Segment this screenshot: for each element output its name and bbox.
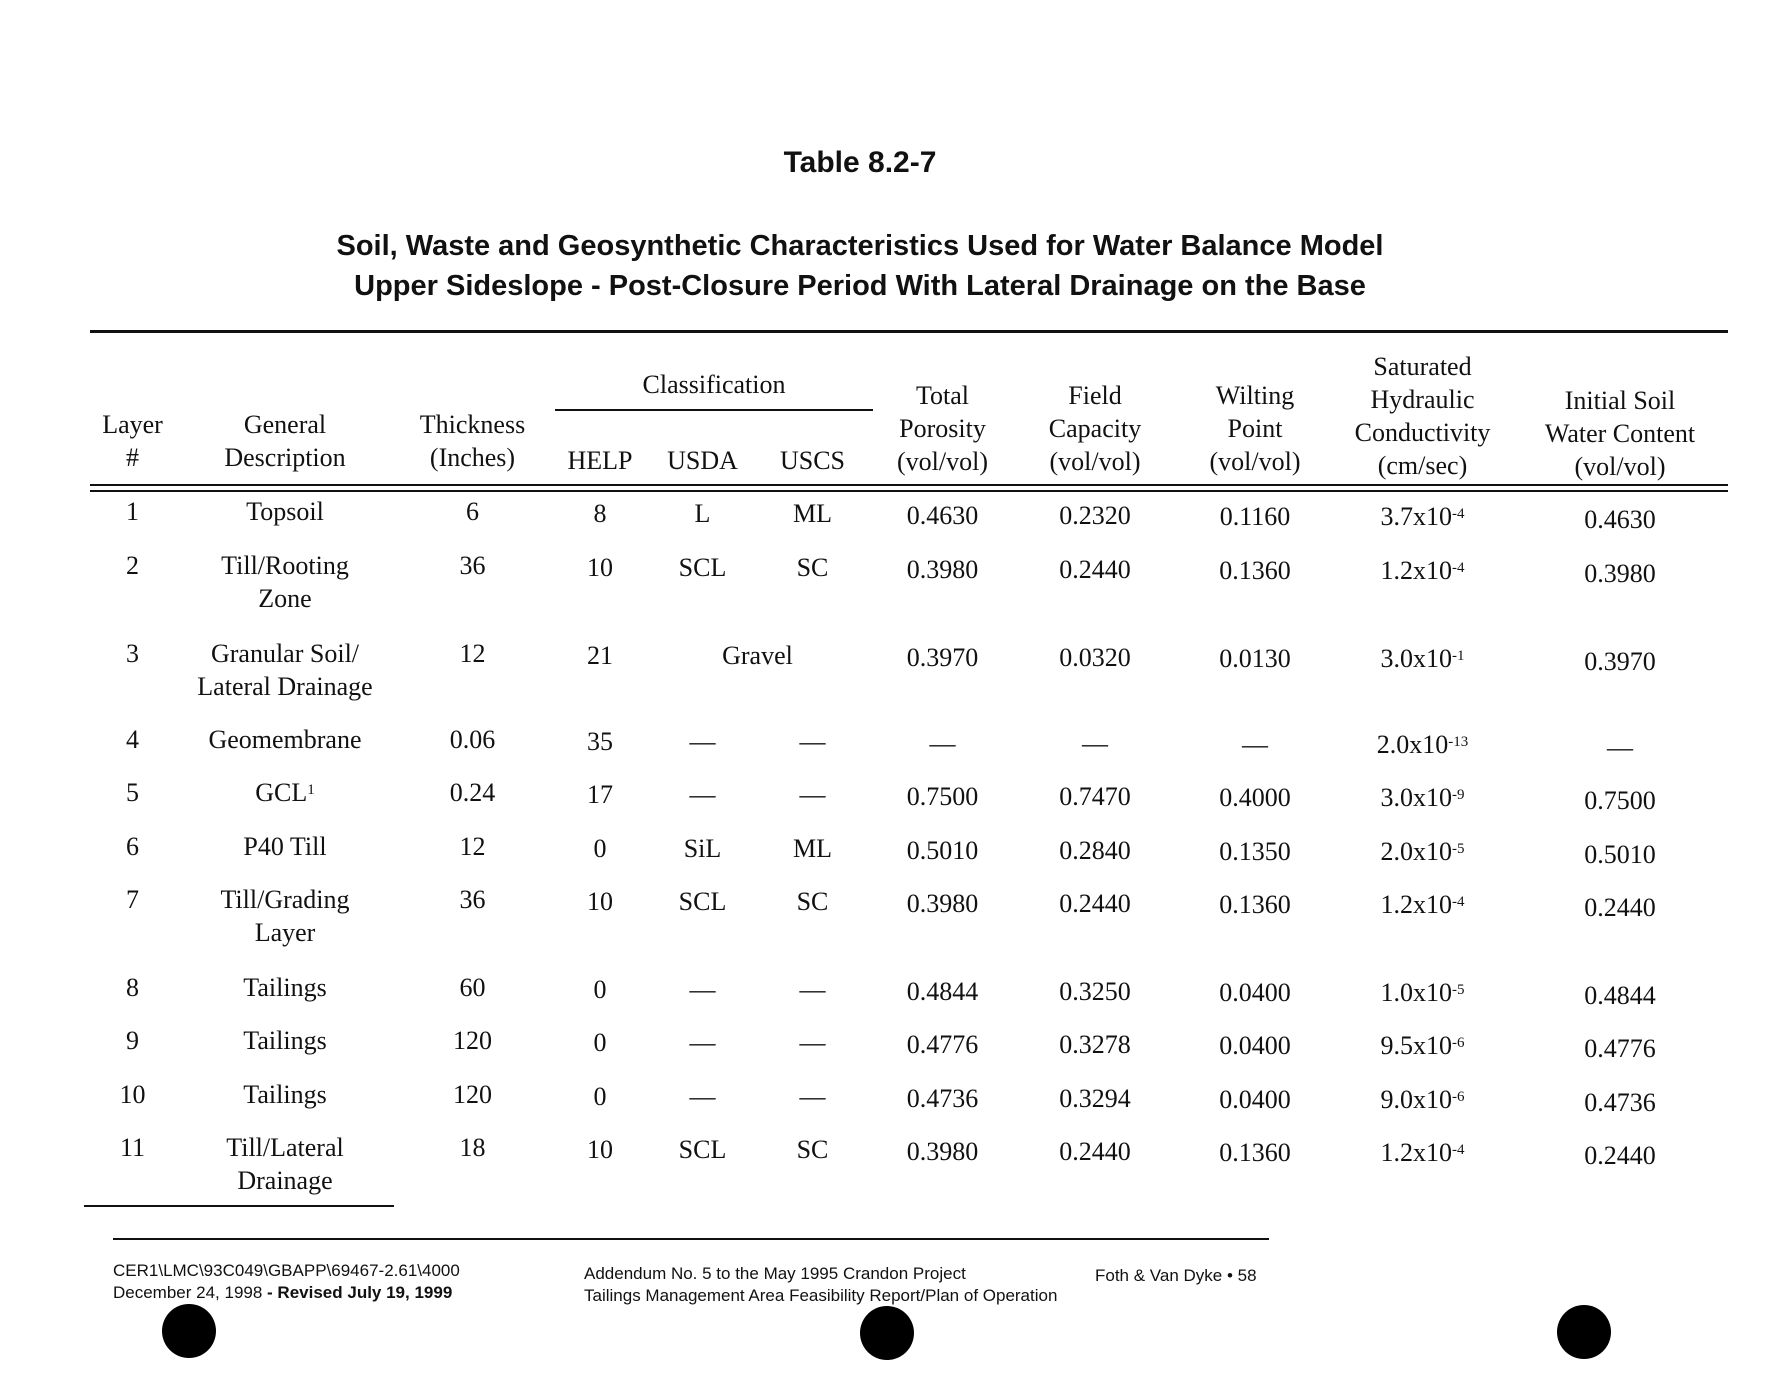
- conductivity-exponent: -5: [1452, 982, 1465, 998]
- layer-number: 10: [119, 1080, 146, 1109]
- header-thickness-line2: (Inches): [429, 443, 516, 472]
- field-capacity-value: 0.2840: [1059, 836, 1131, 865]
- layer-number: 7: [126, 885, 139, 914]
- description-text: Tailings: [243, 973, 327, 1002]
- layer-number: 8: [126, 973, 139, 1002]
- initial-water-content-value: 0.4630: [1584, 505, 1656, 534]
- usda-value: L: [694, 499, 711, 528]
- table-title: Table 8.2-7: [783, 146, 937, 179]
- header-field-line2: Capacity: [1048, 414, 1142, 443]
- description-text: Granular Soil/: [210, 639, 360, 668]
- conductivity-base: 3.0x10: [1380, 644, 1452, 673]
- description-text: Topsoil: [246, 497, 324, 526]
- thickness-value: 120: [453, 1026, 492, 1055]
- footer-revised: - Revised July 19, 1999: [262, 1283, 453, 1302]
- conductivity-base: 3.0x10: [1380, 783, 1452, 812]
- conductivity-exponent: -5: [1452, 841, 1465, 857]
- conductivity-base: 2.0x10: [1380, 837, 1452, 866]
- header-ksat-line3: Conductivity: [1354, 418, 1491, 447]
- total-porosity-value: 0.5010: [906, 836, 979, 865]
- header-wilting-line3: (vol/vol): [1209, 447, 1301, 476]
- header-ksat-line1: Saturated: [1373, 352, 1472, 381]
- footer-right: Foth & Van Dyke • 58: [1095, 1266, 1257, 1285]
- field-capacity-value: 0.2320: [1059, 501, 1131, 530]
- header-double-rule-top: [90, 484, 1728, 486]
- top-rule: [90, 330, 1728, 333]
- field-capacity-value: 0.3294: [1059, 1084, 1131, 1113]
- header-porosity-line2: Porosity: [899, 414, 986, 443]
- description-line1: [185, 883, 385, 916]
- uscs-value: —: [799, 975, 826, 1004]
- layer-number: 1: [126, 497, 139, 526]
- thickness-value: 0.06: [449, 725, 496, 754]
- conductivity-base: 1.0x10: [1380, 978, 1452, 1007]
- help-value: 0: [593, 834, 607, 863]
- layer-number: 4: [126, 725, 139, 754]
- wilting-point-value: 0.0400: [1219, 1031, 1291, 1060]
- usda-value: SCL: [678, 1135, 727, 1164]
- general-description: [185, 495, 385, 528]
- field-capacity-value: 0.2440: [1059, 1137, 1131, 1166]
- general-description: [185, 1131, 385, 1197]
- layer-number: 6: [126, 832, 139, 861]
- conductivity-exponent: -4: [1452, 1142, 1465, 1158]
- header-help: HELP: [567, 446, 633, 475]
- wilting-point-value: 0.0400: [1219, 1085, 1291, 1114]
- thickness-value: 120: [453, 1080, 492, 1109]
- description-text: Tailings: [243, 1026, 327, 1055]
- conductivity-base: 9.0x10: [1380, 1085, 1452, 1114]
- wilting-point-value: 0.0400: [1219, 978, 1291, 1007]
- conductivity-base: 3.7x10: [1380, 502, 1452, 531]
- total-porosity-value: 0.4736: [906, 1084, 979, 1113]
- help-value: 35: [587, 727, 613, 756]
- initial-water-content-value: 0.3970: [1584, 647, 1656, 676]
- header-initial-line1: Initial Soil: [1564, 386, 1676, 415]
- description-text: Geomembrane: [208, 725, 362, 754]
- help-value: 21: [587, 641, 613, 670]
- hydraulic-conductivity-value: [1330, 1136, 1515, 1169]
- thickness-value: 36: [459, 885, 486, 914]
- field-capacity-value: 0.3278: [1059, 1030, 1131, 1059]
- binder-hole-center: [860, 1306, 914, 1360]
- description-line1: [185, 1024, 385, 1057]
- header-wilting-line1: Wilting: [1215, 381, 1295, 410]
- total-porosity-value: 0.3980: [906, 555, 979, 584]
- initial-water-content-value: 0.2440: [1584, 1141, 1656, 1170]
- subtitle-line-2: Upper Sideslope - Post-Closure Period With Lateral Drainage on the Base: [354, 270, 1366, 302]
- footer-date: December 24, 1998: [113, 1283, 263, 1302]
- header-total-porosity: [875, 379, 1010, 478]
- description-line2: Zone: [258, 584, 312, 613]
- wilting-point-value: —: [1242, 730, 1268, 759]
- field-capacity-value: 0.0320: [1059, 643, 1131, 672]
- help-value: 10: [587, 1135, 613, 1164]
- total-porosity-value: 0.4844: [906, 977, 979, 1006]
- header-field-line1: Field: [1068, 381, 1122, 410]
- header-description: [185, 408, 385, 474]
- uscs-value: —: [799, 1028, 826, 1057]
- layer-number: 3: [126, 639, 139, 668]
- hydraulic-conductivity-value: [1330, 1029, 1515, 1062]
- conductivity-exponent: -6: [1452, 1035, 1465, 1051]
- usda-value: —: [689, 1028, 716, 1057]
- wilting-point-value: 0.0130: [1219, 644, 1291, 673]
- initial-water-content-value: 0.4844: [1584, 981, 1656, 1010]
- conductivity-exponent: -1: [1452, 648, 1465, 664]
- help-value: 0: [593, 1028, 607, 1057]
- usda-uscs-merged-value: Gravel: [722, 641, 793, 670]
- layer-number: 9: [126, 1026, 139, 1055]
- usda-value: —: [689, 780, 716, 809]
- footer-left: [113, 1260, 460, 1304]
- uscs-value: ML: [793, 499, 832, 528]
- description-line1: [185, 637, 385, 670]
- description-line1: [185, 723, 385, 756]
- uscs-value: SC: [796, 553, 829, 582]
- footer-date-line: [113, 1282, 460, 1304]
- wilting-point-value: 0.1360: [1219, 1138, 1291, 1167]
- conductivity-exponent: -13: [1448, 734, 1469, 750]
- thickness-value: 18: [459, 1133, 486, 1162]
- description-line2: Drainage: [237, 1166, 333, 1195]
- wilting-point-value: 0.4000: [1219, 783, 1291, 812]
- description-text: Tailings: [243, 1080, 327, 1109]
- header-wilting-line2: Point: [1227, 414, 1283, 443]
- uscs-value: SC: [796, 1135, 829, 1164]
- conductivity-exponent: -4: [1452, 506, 1465, 522]
- field-capacity-value: 0.2440: [1059, 555, 1131, 584]
- thickness-value: 36: [459, 551, 486, 580]
- help-value: 17: [587, 780, 613, 809]
- thickness-value: 0.24: [449, 778, 496, 807]
- initial-water-content-value: 0.5010: [1584, 840, 1656, 869]
- header-usda: USDA: [667, 446, 738, 475]
- description-text: Till/Rooting: [221, 551, 349, 580]
- initial-water-content-value: 0.2440: [1584, 893, 1656, 922]
- description-line1: [185, 776, 385, 809]
- conductivity-exponent: -4: [1452, 560, 1465, 576]
- usda-value: SiL: [683, 834, 722, 863]
- header-wilting-point: [1185, 379, 1325, 478]
- initial-water-content-value: 0.4776: [1584, 1034, 1656, 1063]
- footer-file-path: CER1\LMC\93C049\GBAPP\69467-2.61\4000: [113, 1261, 460, 1280]
- general-description: [185, 830, 385, 863]
- header-field-line3: (vol/vol): [1049, 447, 1141, 476]
- hydraulic-conductivity-value: [1330, 781, 1515, 814]
- usda-value: —: [689, 1082, 716, 1111]
- uscs-value: —: [799, 780, 826, 809]
- field-capacity-value: 0.7470: [1059, 782, 1131, 811]
- header-initial-water-content: [1525, 384, 1715, 483]
- hydraulic-conductivity-value: [1330, 835, 1515, 868]
- footer-rule: [113, 1238, 1269, 1240]
- usda-value: —: [689, 975, 716, 1004]
- description-line2: Layer: [254, 918, 316, 947]
- uscs-value: —: [799, 1082, 826, 1111]
- uscs-value: SC: [796, 887, 829, 916]
- usda-value: —: [689, 727, 716, 756]
- wilting-point-value: 0.1360: [1219, 890, 1291, 919]
- header-porosity-line1: Total: [915, 381, 970, 410]
- help-value: 10: [587, 553, 613, 582]
- header-initial-line3: (vol/vol): [1574, 452, 1666, 481]
- description-line1: [185, 1078, 385, 1111]
- hydraulic-conductivity-value: [1330, 888, 1515, 921]
- conductivity-exponent: -9: [1452, 787, 1465, 803]
- general-description: [185, 637, 385, 703]
- description-line2: Lateral Drainage: [197, 672, 373, 701]
- header-ksat-line2: Hydraulic: [1370, 385, 1475, 414]
- thickness-value: 6: [466, 497, 479, 526]
- initial-water-content-value: 0.3980: [1584, 559, 1656, 588]
- hydraulic-conductivity-value: [1330, 728, 1515, 761]
- wilting-point-value: 0.1350: [1219, 837, 1291, 866]
- header-thickness: [395, 408, 550, 474]
- total-porosity-value: 0.3980: [906, 1137, 979, 1166]
- header-field-capacity: [1025, 379, 1165, 478]
- description-text: P40 Till: [243, 832, 327, 861]
- header-saturated-conductivity: [1330, 350, 1515, 482]
- description-text: Till/Grading: [220, 885, 350, 914]
- hydraulic-conductivity-value: [1330, 554, 1515, 587]
- thickness-value: 12: [459, 639, 486, 668]
- thickness-value: 60: [459, 973, 486, 1002]
- help-value: 0: [593, 1082, 607, 1111]
- total-porosity-value: 0.4776: [906, 1030, 979, 1059]
- header-layer-line2: #: [126, 443, 139, 472]
- general-description: [185, 1078, 385, 1111]
- header-thickness-line1: Thickness: [419, 410, 526, 439]
- usda-value: SCL: [678, 887, 727, 916]
- binder-hole-left: [162, 1304, 216, 1358]
- header-description-line2: Description: [224, 443, 346, 472]
- header-initial-line2: Water Content: [1544, 419, 1696, 448]
- general-description: [185, 1024, 385, 1057]
- hydraulic-conductivity-value: [1330, 642, 1515, 675]
- total-porosity-value: 0.4630: [906, 501, 979, 530]
- binder-hole-right: [1557, 1305, 1611, 1359]
- initial-water-content-value: —: [1607, 733, 1633, 762]
- uscs-value: —: [799, 727, 826, 756]
- conductivity-exponent: -6: [1452, 1089, 1465, 1105]
- field-capacity-value: —: [1082, 729, 1108, 758]
- initial-water-content-value: 0.4736: [1584, 1088, 1656, 1117]
- field-capacity-value: 0.3250: [1059, 977, 1131, 1006]
- table-end-rule: [84, 1205, 394, 1207]
- footnote-marker: 1: [307, 782, 315, 798]
- help-value: 8: [593, 499, 607, 528]
- conductivity-exponent: -4: [1452, 894, 1465, 910]
- general-description: [185, 971, 385, 1004]
- field-capacity-value: 0.2440: [1059, 889, 1131, 918]
- conductivity-base: 2.0x10: [1376, 730, 1449, 759]
- conductivity-base: 1.2x10: [1380, 556, 1452, 585]
- description-line1: [185, 495, 385, 528]
- conductivity-base: 1.2x10: [1380, 1138, 1452, 1167]
- general-description: [185, 776, 385, 809]
- general-description: [185, 723, 385, 756]
- total-porosity-value: 0.7500: [906, 782, 979, 811]
- hydraulic-conductivity-value: [1330, 976, 1515, 1009]
- subtitle-line-1: Soil, Waste and Geosynthetic Characteristics Used for Water Balance Model: [336, 230, 1384, 262]
- header-layer-line1: Layer: [102, 410, 163, 439]
- general-description: [185, 549, 385, 615]
- total-porosity-value: 0.3980: [906, 889, 979, 918]
- header-layer: [80, 408, 185, 474]
- hydraulic-conductivity-value: [1330, 1083, 1515, 1116]
- layer-number: 11: [119, 1133, 146, 1162]
- general-description: [185, 883, 385, 949]
- conductivity-base: 1.2x10: [1380, 890, 1452, 919]
- total-porosity-value: 0.3970: [906, 643, 979, 672]
- header-ksat-line4: (cm/sec): [1377, 451, 1468, 480]
- header-description-line1: General: [243, 410, 327, 439]
- footer-center: [584, 1263, 1057, 1307]
- thickness-value: 12: [459, 832, 486, 861]
- hydraulic-conductivity-value: [1330, 500, 1515, 533]
- description-line1: [185, 549, 385, 582]
- conductivity-base: 9.5x10: [1380, 1031, 1452, 1060]
- description-line1: [185, 1131, 385, 1164]
- help-value: 0: [593, 975, 607, 1004]
- uscs-value: ML: [793, 834, 832, 863]
- classification-rule: [555, 409, 873, 411]
- header-double-rule-bottom: [90, 490, 1728, 492]
- header-uscs: USCS: [779, 446, 846, 475]
- usda-value: SCL: [678, 553, 727, 582]
- header-porosity-line3: (vol/vol): [897, 447, 988, 476]
- description-line1: [185, 971, 385, 1004]
- description-line1: [185, 830, 385, 863]
- layer-number: 2: [126, 551, 139, 580]
- description-text: GCL: [255, 778, 308, 807]
- wilting-point-value: 0.1360: [1219, 556, 1291, 585]
- footer-addendum-line1: Addendum No. 5 to the May 1995 Crandon Project: [584, 1264, 966, 1283]
- header-classification: Classification: [642, 370, 786, 399]
- help-value: 10: [587, 887, 613, 916]
- initial-water-content-value: 0.7500: [1584, 786, 1656, 815]
- table-subtitle: [0, 226, 1720, 306]
- layer-number: 5: [126, 778, 139, 807]
- total-porosity-value: —: [929, 729, 956, 758]
- description-text: Till/Lateral: [226, 1133, 344, 1162]
- wilting-point-value: 0.1160: [1219, 502, 1291, 531]
- footer-addendum-line2: Tailings Management Area Feasibility Report/Plan of Operation: [584, 1286, 1058, 1305]
